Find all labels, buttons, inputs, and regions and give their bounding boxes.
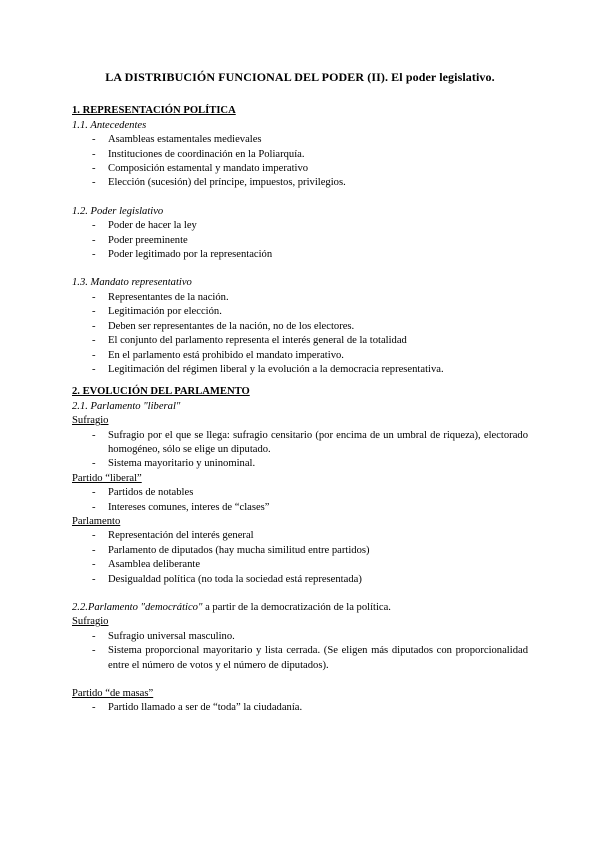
section-2-2-heading-rest: a partir de la democratización de la política. — [202, 602, 391, 613]
list-item: - Asamblea deliberante — [72, 558, 528, 572]
list-item: - Poder de hacer la ley — [72, 219, 528, 233]
section-1-2-heading: 1.2. Poder legislativo — [72, 205, 164, 217]
list-item: - Poder preeminente — [72, 234, 528, 248]
sufragio-democratico-heading: Sufragio — [72, 616, 109, 628]
section-1-heading: 1. REPRESENTACIÓN POLÍTICA — [72, 105, 236, 117]
list-item: - Sufragio universal masculino. — [72, 630, 528, 644]
list-item: - Instituciones de coordinación en la Poliarquía. — [72, 148, 528, 162]
list-item: - Representantes de la nación. — [72, 291, 528, 305]
section-2-1-heading: 2.1. Parlamento "liberal" — [72, 400, 181, 412]
list-item: - Composición estamental y mandato imperativo — [72, 162, 528, 176]
list-item: - Sistema mayoritario y uninominal. — [72, 457, 528, 471]
partido-liberal-heading: Partido “liberal” — [72, 472, 142, 484]
sufragio-democratico-list — [72, 630, 528, 673]
list-item: - Legitimación del régimen liberal y la evolución a la democracia representativa. — [72, 363, 528, 377]
section-1-3-heading: 1.3. Mandato representativo — [72, 277, 192, 289]
section-2-2-heading — [72, 601, 528, 615]
list-item: - Deben ser representantes de la nación, no de los electores. — [72, 320, 528, 334]
section-2-heading: 2. EVOLUCIÓN DEL PARLAMENTO — [72, 386, 250, 398]
document-page — [72, 70, 528, 716]
section-2-2-heading-italic: 2.2.Parlamento "democrático" — [72, 602, 203, 613]
parlamento-list — [72, 529, 528, 587]
section-1-1-list — [72, 133, 528, 191]
list-item: - Elección (sucesión) del príncipe, impuestos, privilegios. — [72, 176, 528, 190]
list-item: - Parlamento de diputados (hay mucha similitud entre partidos) — [72, 544, 528, 558]
section-1-1-heading: 1.1. Antecedentes — [72, 119, 147, 131]
list-item: - Asambleas estamentales medievales — [72, 133, 528, 147]
partido-masas-list — [72, 701, 528, 715]
list-item: - Desigualdad política (no toda la sociedad está representada) — [72, 573, 528, 587]
list-item: - Partido llamado a ser de “toda” la ciudadanía. — [72, 701, 528, 715]
list-item: - En el parlamento está prohibido el mandato imperativo. — [72, 349, 528, 363]
list-item: - El conjunto del parlamento representa el interés general de la totalidad — [72, 334, 528, 348]
parlamento-heading: Parlamento — [72, 515, 121, 527]
list-item: - Legitimación por elección. — [72, 305, 528, 319]
list-item: - Representación del interés general — [72, 529, 528, 543]
document-title: LA DISTRIBUCIÓN FUNCIONAL DEL PODER (II). El poder legislativo. — [105, 70, 495, 84]
section-1-3-list — [72, 291, 528, 377]
list-item: - Sistema proporcional mayoritario y lista cerrada. (Se eligen más diputados con proporcionalidad entre el número de votos y el número de diputados). — [72, 644, 528, 673]
partido-liberal-list — [72, 486, 528, 515]
partido-masas-heading: Partido “de masas” — [72, 688, 154, 700]
list-item: - Poder legitimado por la representación — [72, 248, 528, 262]
list-item: - Partidos de notables — [72, 486, 528, 500]
section-1-2-list — [72, 219, 528, 262]
list-item: - Sufragio por el que se llega: sufragio censitario (por encima de un umbral de riqueza), electorado homogéneo, sólo se elige un diputado. — [72, 429, 528, 458]
list-item: - Intereses comunes, interes de “clases” — [72, 501, 528, 515]
sufragio-list — [72, 429, 528, 472]
sufragio-heading: Sufragio — [72, 415, 109, 427]
